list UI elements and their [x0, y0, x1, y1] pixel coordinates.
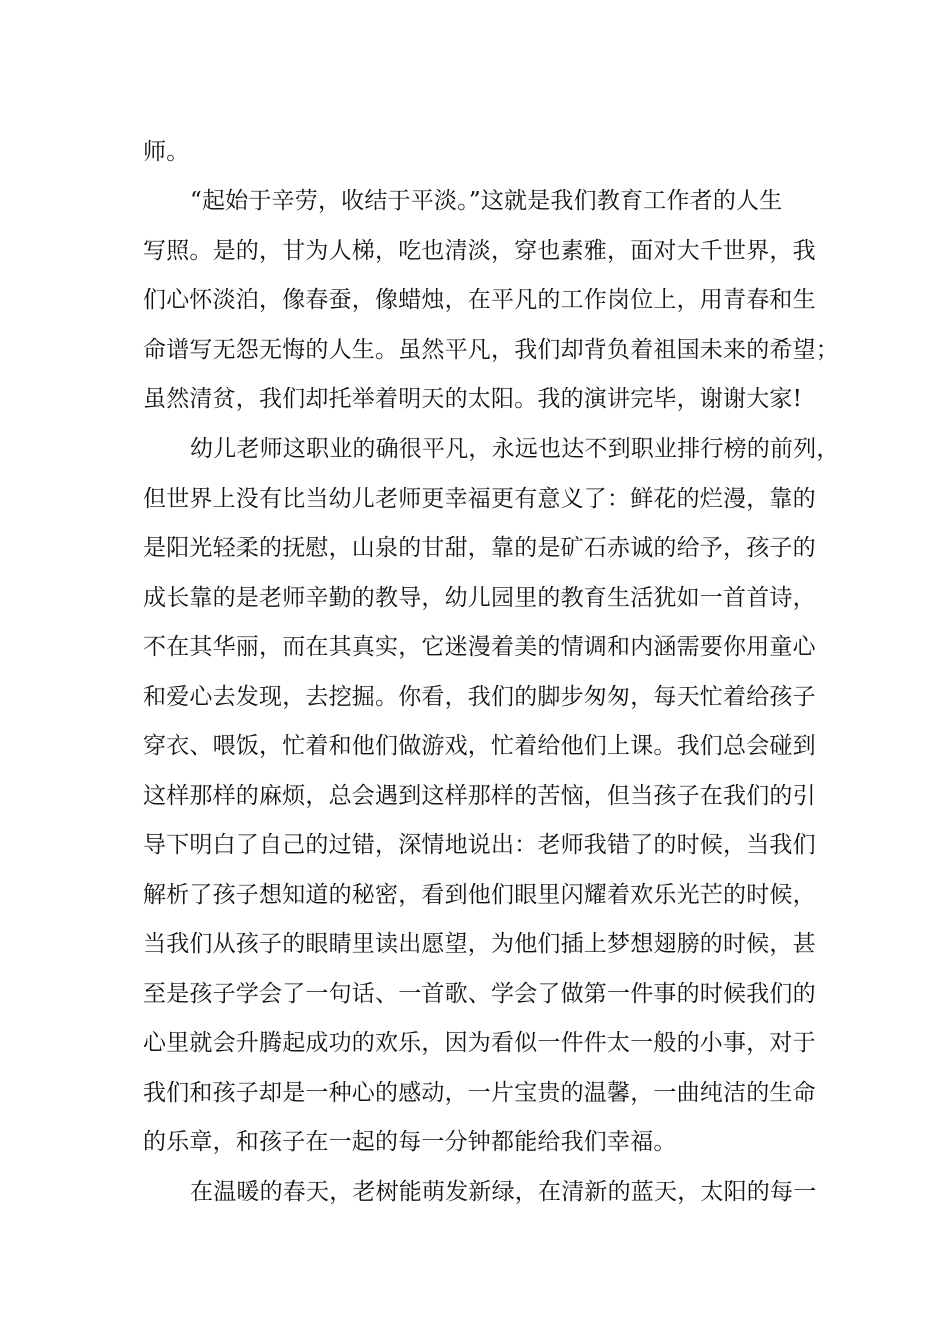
text-line: “起始于辛劳，收结于平淡。”这就是我们教育工作者的人生 [190, 188, 783, 214]
text-line: 导下明白了自己的过错，深情地说出：老师我错了的时候，当我们 [143, 832, 816, 858]
text-line: 心里就会升腾起成功的欢乐，因为看似一件件太一般的小事，对于 [143, 1030, 816, 1056]
text-line: 命谱写无怨无悔的人生。虽然平凡，我们却背负着祖国未来的希望； [143, 337, 839, 363]
text-line: 穿衣、喂饭，忙着和他们做游戏，忙着给他们上课。我们总会碰到 [143, 733, 816, 759]
text-line: 幼儿老师这职业的确很平凡，永远也达不到职业排行榜的前列， [190, 436, 840, 462]
text-line: 们心怀淡泊，像春蚕，像蜡烛，在平凡的工作岗位上，用青春和生 [143, 287, 816, 313]
text-line: 不在其华丽，而在其真实，它迷漫着美的情调和内涵需要你用童心 [143, 634, 816, 660]
text-line: 这样那样的麻烦，总会遇到这样那样的苦恼，但当孩子在我们的引 [143, 783, 816, 809]
text-line: 的乐章，和孩子在一起的每一分钟都能给我们幸福。 [143, 1129, 677, 1155]
text-line: 我们和孩子却是一种心的感动，一片宝贵的温馨，一曲纯洁的生命 [143, 1080, 816, 1106]
text-line: 当我们从孩子的眼睛里读出愿望，为他们插上梦想翅膀的时候，甚 [143, 931, 816, 957]
text-line: 解析了孩子想知道的秘密，看到他们眼里闪耀着欢乐光芒的时候， [143, 882, 816, 908]
text-line: 是阳光轻柔的抚慰，山泉的甘甜，靠的是矿石赤诚的给予，孩子的 [143, 535, 816, 561]
text-line: 但世界上没有比当幼儿老师更幸福更有意义了：鲜花的烂漫，靠的 [143, 486, 816, 512]
text-line: 写照。是的，甘为人梯，吃也清淡，穿也素雅，面对大千世界，我 [143, 238, 816, 264]
text-line: 成长靠的是老师辛勤的教导，幼儿园里的教育生活犹如一首首诗， [143, 585, 816, 611]
text-line: 至是孩子学会了一句话、一首歌、学会了做第一件事的时候我们的 [143, 981, 816, 1007]
text-line: 师。 [143, 139, 190, 165]
text-line: 虽然清贫，我们却托举着明天的太阳。我的演讲完毕，谢谢大家! [143, 386, 803, 412]
text-line: 和爱心去发现，去挖掘。你看，我们的脚步匆匆，每天忙着给孩子 [143, 684, 816, 710]
text-line: 在温暖的春天，老树能萌发新绿，在清新的蓝天，太阳的每一 [190, 1179, 817, 1205]
